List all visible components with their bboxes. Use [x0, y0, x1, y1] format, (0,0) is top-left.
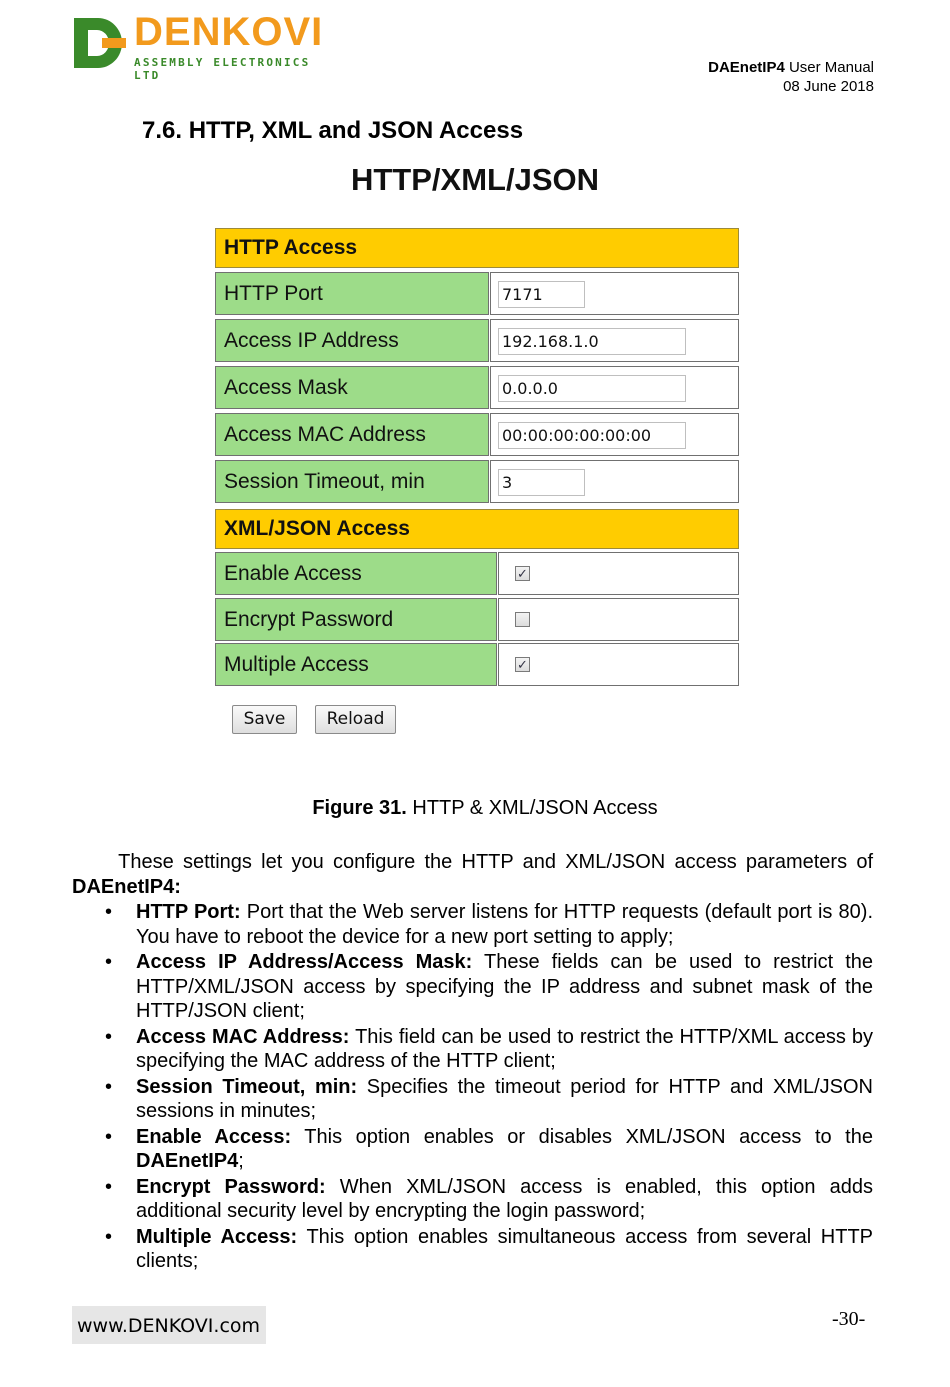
list-item: • Enable Access: This option enables or disables XML/JSON access to the DAEnetIP4; [105, 1125, 873, 1172]
access-mac-input[interactable]: 00:00:00:00:00:00 [498, 422, 686, 449]
encrypt-password-label: Encrypt Password [215, 598, 497, 641]
http-port-label: HTTP Port [215, 272, 489, 315]
access-ip-cell [490, 319, 739, 362]
enable-access-label: Enable Access [215, 552, 497, 595]
doc-name: DAEnetIP4 User Manual [708, 59, 874, 76]
intro-device: DAEnetIP4: [72, 876, 181, 898]
list-item: • Multiple Access: This option enables simultaneous access from several HTTP clients; [105, 1225, 873, 1272]
http-port-cell [490, 272, 739, 315]
reload-button[interactable]: Reload [315, 705, 396, 734]
section-title: 7.6. HTTP, XML and JSON Access [142, 117, 524, 144]
access-mask-label: Access Mask [215, 366, 489, 409]
http-access-header: HTTP Access [215, 228, 739, 268]
list-item: • Encrypt Password: When XML/JSON access is enabled, this option adds additional security level by encrypting the login password; [105, 1175, 873, 1222]
list-item: • Session Timeout, min: Specifies the timeout period for HTTP and XML/JSON sessions in minutes; [105, 1075, 873, 1122]
session-timeout-label: Session Timeout, min [215, 460, 489, 503]
settings-description-list [72, 900, 873, 1275]
access-mask-cell [490, 366, 739, 409]
multiple-access-cell [498, 643, 739, 686]
access-mask-input[interactable]: 0.0.0.0 [498, 375, 686, 402]
list-item: • Access MAC Address: This field can be used to restrict the HTTP/XML access by specifying the MAC address of the HTTP client; [105, 1025, 874, 1072]
access-ip-label: Access IP Address [215, 319, 489, 362]
encrypt-password-cell [498, 598, 739, 641]
access-mac-label: Access MAC Address [215, 413, 489, 456]
enable-access-cell [498, 552, 739, 595]
xml-json-access-header: XML/JSON Access [215, 509, 739, 549]
access-ip-input[interactable]: 192.168.1.0 [498, 328, 686, 355]
http-port-input[interactable]: 7171 [498, 281, 585, 308]
logo-brand-text: DENKOVI [134, 10, 324, 54]
figure-label: Figure 31. [312, 797, 407, 819]
encrypt-password-checkbox[interactable] [515, 612, 530, 627]
enable-access-checkbox[interactable]: ✓ [515, 566, 530, 581]
page-number: -30- [832, 1308, 866, 1330]
access-mac-cell [490, 413, 739, 456]
save-button[interactable]: Save [232, 705, 297, 734]
figure-caption [0, 797, 950, 820]
list-item: • HTTP Port: Port that the Web server listens for HTTP requests (default port is 80). You have to reboot the device for a new port setting to apply; [105, 901, 874, 948]
session-timeout-cell [490, 460, 739, 503]
multiple-access-label: Multiple Access [215, 643, 497, 686]
list-item: • Access IP Address/Access Mask: These fields can be used to restrict the HTTP/XML/JSON access by specifying the IP address and subnet mask of the HTTP/JSON client; [105, 951, 873, 1022]
form-title: HTTP/XML/JSON [350, 162, 599, 197]
denkovi-logo [72, 10, 332, 82]
figure-text: HTTP & XML/JSON Access [406, 797, 658, 819]
logo-d-icon [72, 16, 128, 70]
document-header [708, 58, 874, 96]
footer-website: www.DENKOVI.com [72, 1306, 266, 1344]
intro-paragraph: These settings let you configure the HTTP and XML/JSON access parameters of DAEnetIP4: [72, 851, 873, 898]
logo-subtitle: ASSEMBLY ELECTRONICS LTD [134, 56, 311, 82]
session-timeout-input[interactable]: 3 [498, 469, 585, 496]
doc-date: 08 June 2018 [783, 78, 874, 95]
multiple-access-checkbox[interactable]: ✓ [515, 657, 530, 672]
